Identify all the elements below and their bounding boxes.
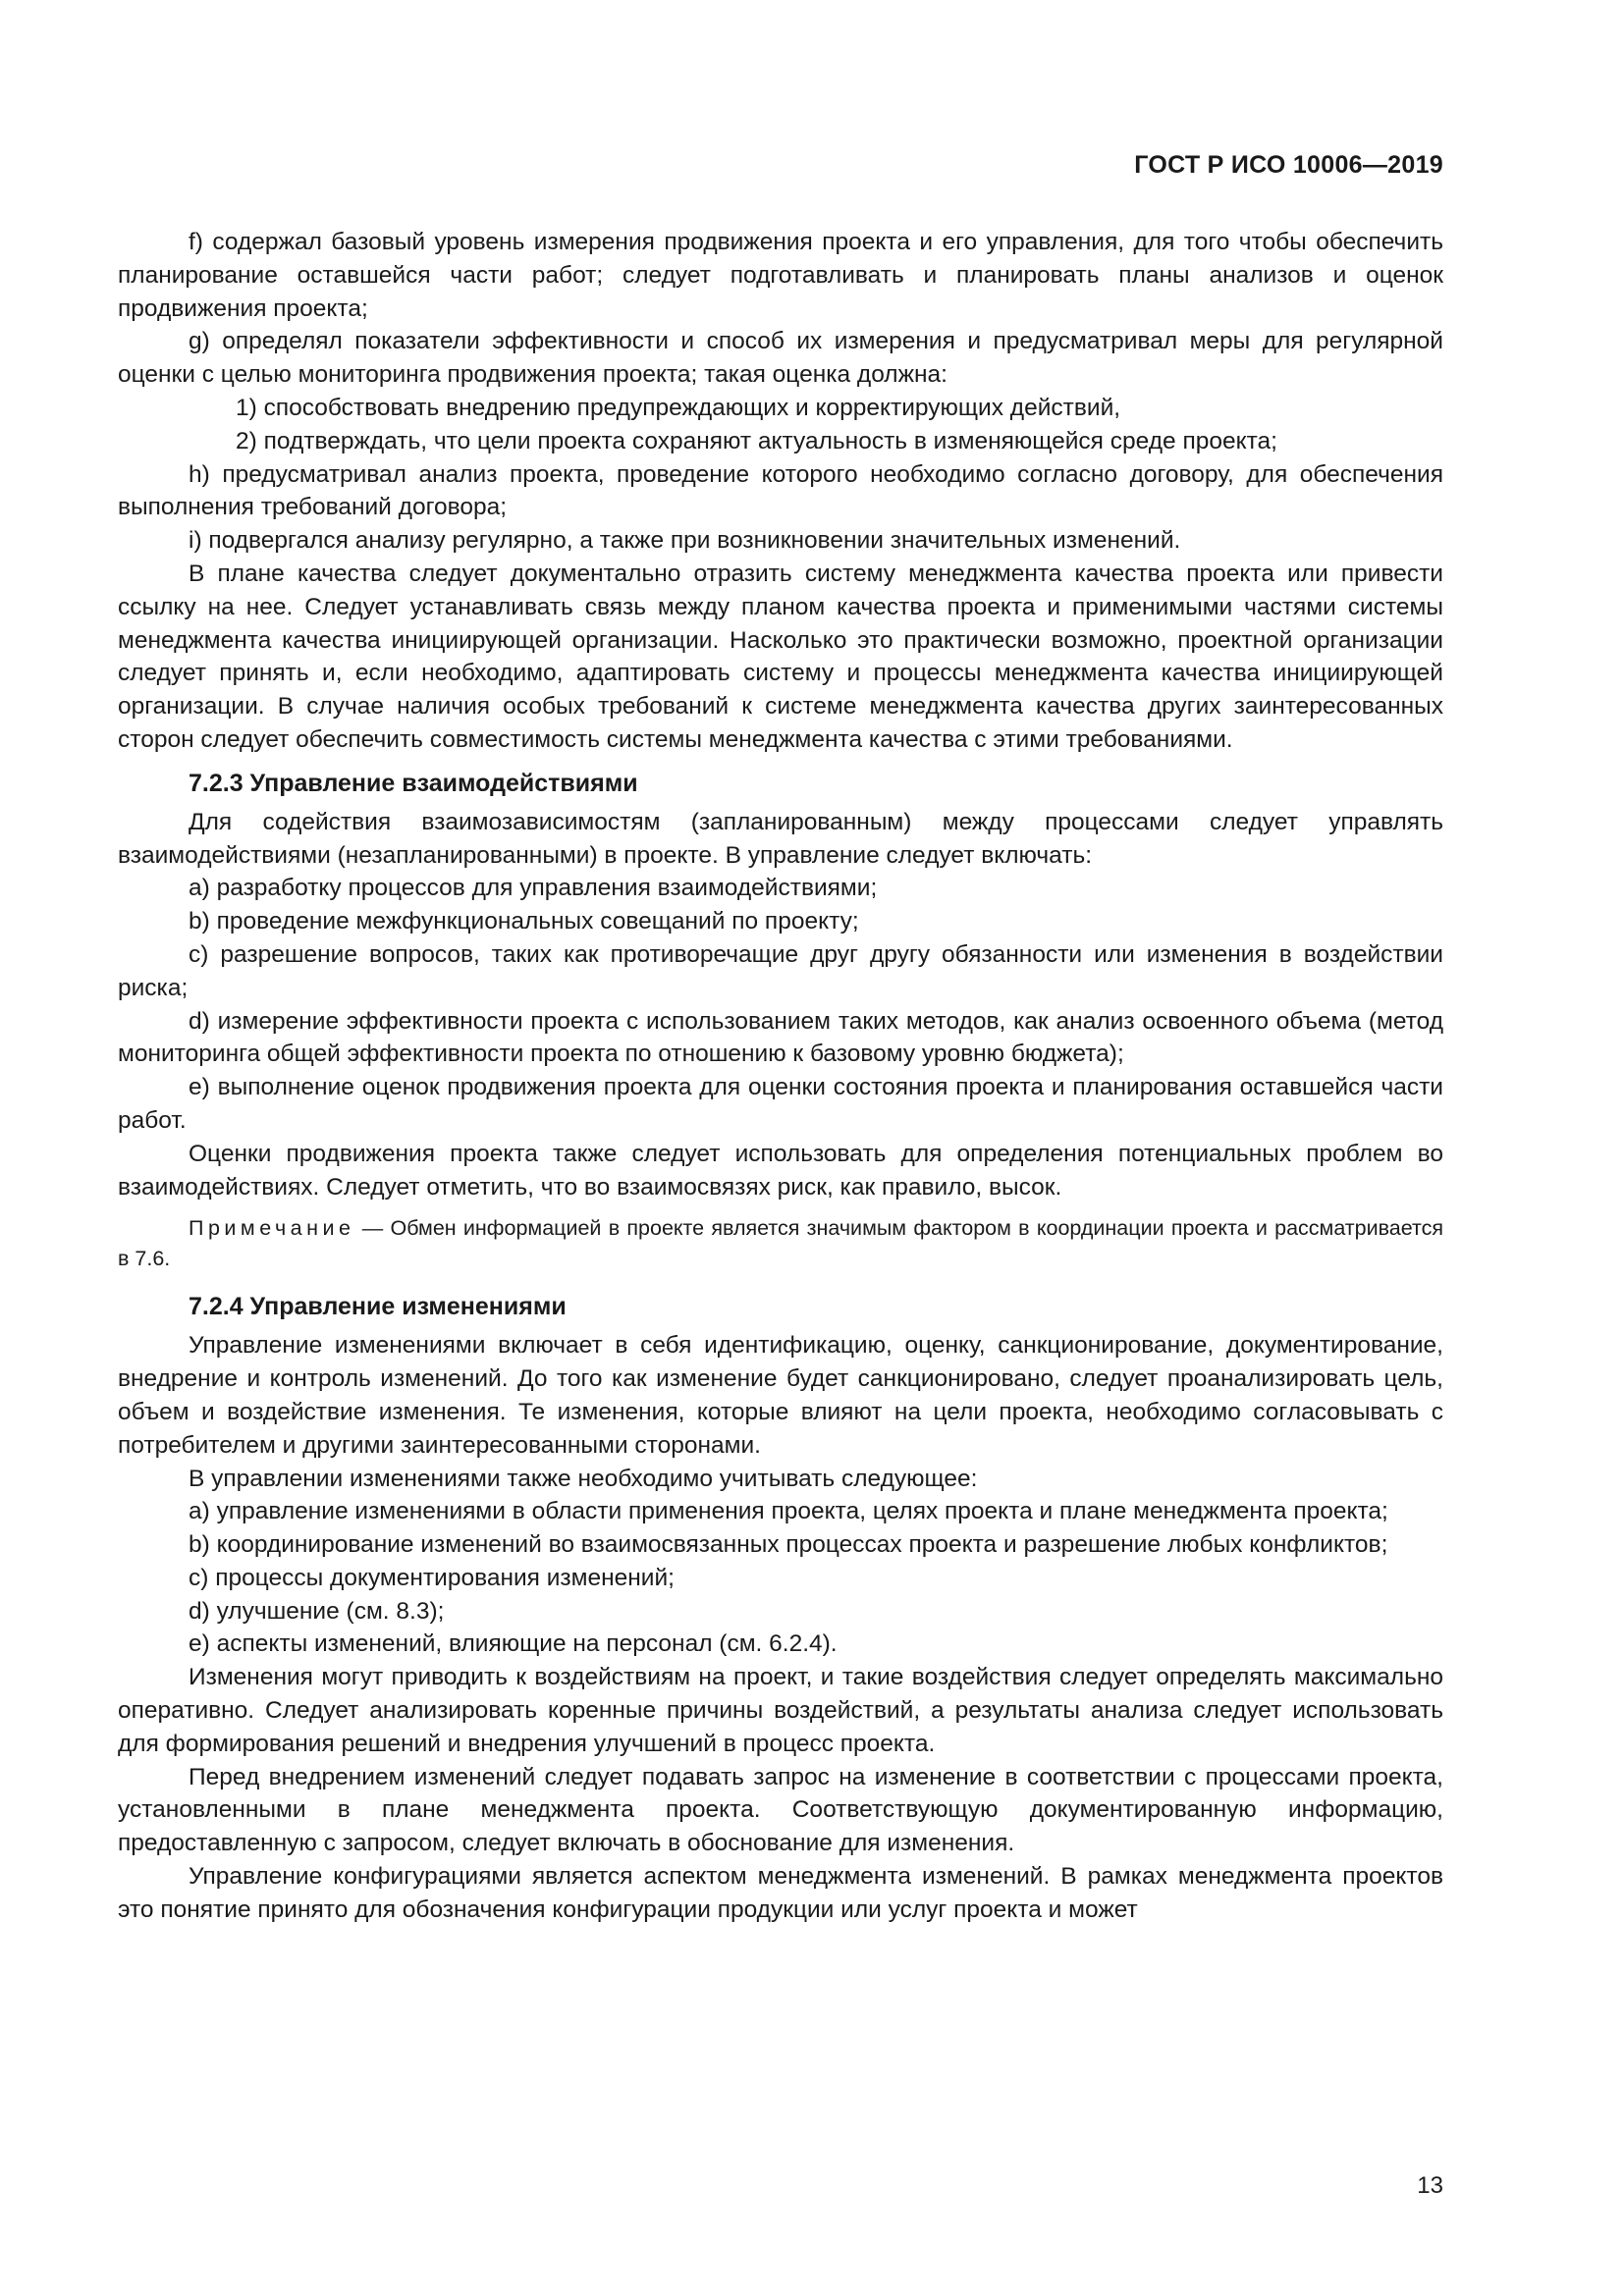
list-item-724-d: d) улучшение (см. 8.3); bbox=[189, 1597, 445, 1625]
list-item-723-b: b) проведение межфункциональных совещаний по проекту; bbox=[189, 908, 859, 935]
note-text: — Обмен информацией в проекте является значимым фактором в координации проекта и рассматривается в 7.6. bbox=[118, 1216, 1443, 1271]
paragraph-change-intro: Управление изменениями включает в себя идентификацию, оценку, санкционирование, документирование, внедрение и контроль изменений. До того как изменение будет санкционировано, следует проанализировать цель, объем и воздействие изменения. Те изменения, которые влияют на цели проекта, необходимо согласовывать с потребителем и другими заинтересованными сторонами. bbox=[118, 1332, 1443, 1459]
list-item-f: f) содержал базовый уровень измерения продвижения проекта и его управления, для того чтобы обеспечить планирование оставшейся части работ; следует подготавливать и планировать планы анализов и оценок продвижения проекта; bbox=[118, 229, 1443, 322]
document-page bbox=[118, 0, 1443, 2296]
note-label: Примечание bbox=[189, 1216, 355, 1241]
list-item-724-a: a) управление изменениями в области применения проекта, целях проекта и плане менеджмента проекта; bbox=[189, 1498, 1388, 1525]
paragraph-interactions-intro: Для содействия взаимозависимостям (запланированным) между процессами следует управлять взаимодействиями (незапланированными) в проекте. В управление следует включать: bbox=[118, 808, 1443, 869]
list-item-723-c: c) разрешение вопросов, таких как противоречащие друг другу обязанности или изменения в воздействии риска; bbox=[118, 940, 1443, 1001]
paragraph-change-consider: В управлении изменениями также необходимо учитывать следующее: bbox=[189, 1465, 978, 1492]
section-heading-7-2-4: 7.2.4 Управление изменениями bbox=[189, 1293, 567, 1321]
list-item-724-e: e) аспекты изменений, влияющие на персонал (см. 6.2.4). bbox=[189, 1630, 838, 1658]
sub-item-g2: 2) подтверждать, что цели проекта сохраняют актуальность в изменяющейся среде проекта; bbox=[236, 427, 1277, 454]
section-heading-7-2-3: 7.2.3 Управление взаимодействиями bbox=[189, 769, 638, 797]
paragraph-configuration-management: Управление конфигурациями является аспектом менеджмента изменений. В рамках менеджмента проектов это понятие принято для обозначения конфигурации продукции или услуг проекта и может bbox=[118, 1863, 1443, 1923]
list-item-h: h) предусматривал анализ проекта, проведение которого необходимо согласно договору, для обеспечения выполнения требований договора; bbox=[118, 460, 1443, 521]
paragraph-quality-plan: В плане качества следует документально отразить систему менеджмента качества проекта или привести ссылку на нее. Следует устанавливать связь между планом качества проекта и применимыми частями системы менеджмента качества инициирующей организации. Насколько это практически возможно, проектной организации следует принять и, если необходимо, адаптировать систему и процессы менеджмента качества инициирующей организации. В случае наличия особых требований к системе менеджмента качества других заинтересованных сторон следует обеспечить совместимость системы менеджмента качества с этими требованиями. bbox=[118, 560, 1443, 753]
list-item-i: i) подвергался анализу регулярно, а также при возникновении значительных изменений. bbox=[189, 527, 1181, 555]
paragraph-change-impact: Изменения могут приводить к воздействиям на проект, и такие воздействия следует определять максимально оперативно. Следует анализировать коренные причины воздействий, а результаты анализа следует использовать для формирования решений и внедрения улучшений в процесс проекта. bbox=[118, 1664, 1443, 1757]
list-item-724-c: c) процессы документирования изменений; bbox=[189, 1564, 675, 1591]
paragraph-progress-evaluations: Оценки продвижения проекта также следует использовать для определения потенциальных проблем во взаимодействиях. Следует отметить, что во взаимосвязях риск, как правило, высок. bbox=[118, 1140, 1443, 1201]
paragraph-change-request: Перед внедрением изменений следует подавать запрос на изменение в соответствии с процессами проекта, установленными в плане менеджмента проекта. Соответствующую документированную информацию, предоставленную с запросом, следует включать в обоснование для изменения. bbox=[118, 1763, 1443, 1857]
list-item-723-a: a) разработку процессов для управления взаимодействиями; bbox=[189, 875, 878, 902]
page-number: 13 bbox=[1417, 2172, 1443, 2199]
document-body bbox=[118, 226, 1443, 1927]
list-item-723-e: e) выполнение оценок продвижения проекта для оценки состояния проекта и планирования оставшейся части работ. bbox=[118, 1074, 1443, 1134]
sub-item-g1: 1) способствовать внедрению предупреждающих и корректирующих действий, bbox=[236, 394, 1121, 421]
list-item-g: g) определял показатели эффективности и способ их измерения и предусматривал меры для регулярной оценки с целью мониторинга продвижения проекта; такая оценка должна: bbox=[118, 328, 1443, 389]
note-paragraph bbox=[118, 1213, 1443, 1274]
list-item-723-d: d) измерение эффективности проекта с использованием таких методов, как анализ освоенного объема (метод мониторинга общей эффективности проекта по отношению к базовому уровню бюджета); bbox=[118, 1007, 1443, 1068]
list-item-724-b: b) координирование изменений во взаимосвязанных процессах проекта и разрешение любых конфликтов; bbox=[189, 1531, 1388, 1559]
document-header-title: ГОСТ Р ИСО 10006—2019 bbox=[1134, 151, 1443, 179]
